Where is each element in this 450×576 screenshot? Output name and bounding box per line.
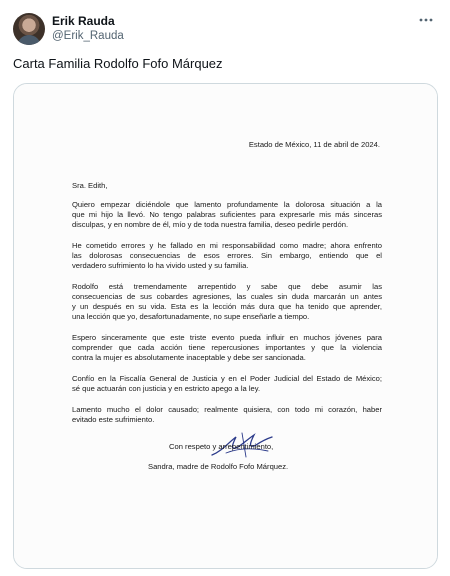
letter-p3-line: Rodolfo está tremendamente arrepentido y sabe que debe asumir las xyxy=(72,282,382,291)
more-options-button[interactable] xyxy=(416,12,436,28)
avatar-shoulders xyxy=(17,35,41,45)
letter-p1-line: Quiero empezar diciéndole que lamento profundamente la dolorosa situación a la xyxy=(72,200,382,209)
tweet-text: Carta Familia Rodolfo Fofo Márquez xyxy=(13,56,223,71)
tweet-image[interactable] xyxy=(13,83,438,569)
letter-p2-line: He cometido errores y he fallado en mi responsabilidad como madre; ahora enfrento xyxy=(72,241,382,250)
letter-p3-line: una lección que yo, desafortunadamente, no supe enseñarle a tiempo. xyxy=(72,312,310,321)
avatar[interactable] xyxy=(13,13,45,45)
letter-p3-line: consecuencias de sus cobardes agresiones, las cuales sin duda marcarán un antes xyxy=(72,292,382,301)
letter-date: Estado de México, 11 de abril de 2024. xyxy=(248,140,380,149)
more-horizontal-icon xyxy=(419,18,433,22)
tweet-header xyxy=(0,0,450,50)
user-handle[interactable]: @Erik_Rauda xyxy=(52,30,124,42)
letter-p4-line: comprender que cada acción tiene repercusiones importantes y que la violencia xyxy=(72,343,382,352)
letter-signoff: Sandra, madre de Rodolfo Fofo Márquez. xyxy=(148,462,289,471)
letter-page xyxy=(14,84,437,568)
letter-p6-line: Lamento mucho el dolor causado; realmente quisiera, con todo mi corazón, haber xyxy=(72,405,382,414)
letter-salutation: Sra. Edith, xyxy=(72,181,108,190)
letter-p6-line: evitado este sufrimiento. xyxy=(72,415,155,424)
letter-p1-line: disculpas, y en nombre de él, mío y de toda nuestra familia, deseo pedirle perdón. xyxy=(72,220,349,229)
letter-p4-line: Espero sinceramente que este triste evento pueda influir en muchos jóvenes para xyxy=(72,333,382,342)
letter-p3-line: y un después en su vida. Esta es la lección más dura que ha tenido que aprender, xyxy=(72,302,382,311)
letter-p5-line: sé que actuarán con justicia y en estricto apego a la ley. xyxy=(72,384,261,393)
letter-p2-line: las dolorosas consecuencias de esos errores. Sin embargo, entiendo que el xyxy=(72,251,382,260)
letter-p1-line: que mi hijo la llevó. No tengo palabras suficientes para expresarle mis más sinceras xyxy=(72,210,382,219)
letter-p2-line: verdadero sufrimiento lo ha vivido usted y su familia. xyxy=(72,261,249,270)
letter-closing: Con respeto y arrepentimiento, xyxy=(169,442,274,451)
letter-p4-line: contra la mujer es absolutamente inaceptable y debe ser sancionada. xyxy=(72,353,306,362)
letter-p5-line: Confío en la Fiscalía General de Justicia y en el Poder Judicial del Estado de México; xyxy=(72,374,382,383)
display-name[interactable]: Erik Rauda xyxy=(52,14,115,28)
